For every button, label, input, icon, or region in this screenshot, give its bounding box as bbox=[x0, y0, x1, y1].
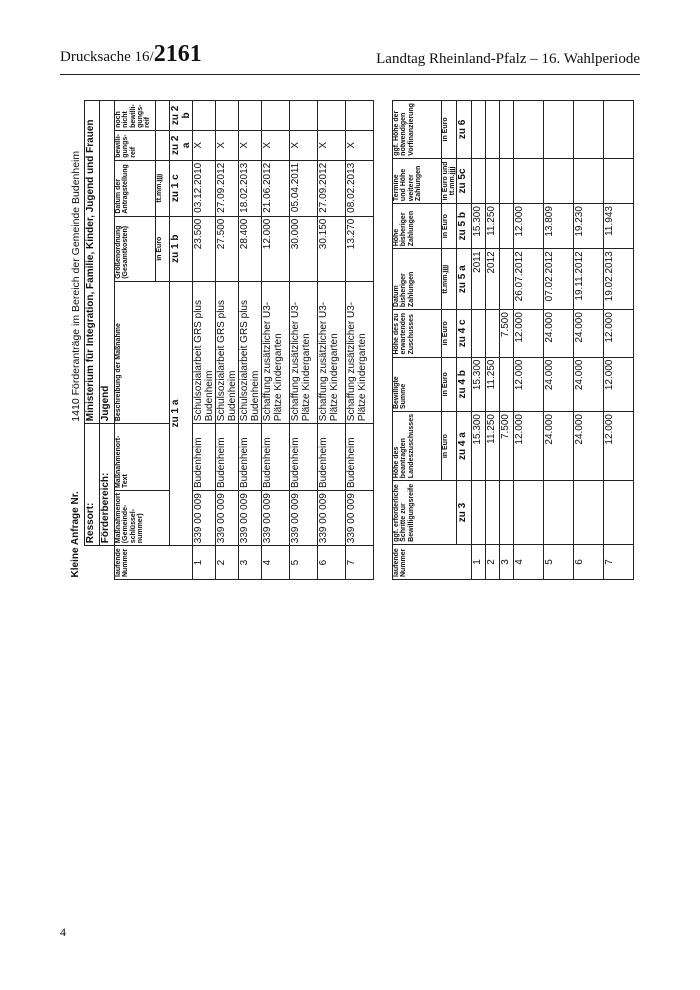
requested-amount: 12.000 bbox=[604, 412, 634, 481]
funding-requests-table bbox=[70, 100, 368, 580]
col-header: Beschreibung der Maßnahme bbox=[115, 281, 170, 423]
table-row bbox=[239, 101, 262, 580]
requested-amount: 15.300 bbox=[472, 412, 486, 481]
zu-label: zu 2 a bbox=[170, 130, 193, 160]
unit-label: in Euro bbox=[442, 310, 457, 357]
measure-description: Schulsozialarbeit GRS plus Budenheim bbox=[239, 281, 262, 423]
approvable-mark: X bbox=[290, 130, 318, 160]
row-number: 7 bbox=[346, 546, 374, 580]
col-header: Größenordnung (Gesamtkosten) bbox=[115, 216, 156, 281]
row-number: 2 bbox=[216, 546, 239, 580]
further-payments bbox=[544, 158, 574, 203]
inquiry-title: 1410 Förderanträge im Bereich der Gemeinde Budenheim bbox=[70, 150, 82, 422]
zu-label: zu 5 b bbox=[457, 204, 472, 249]
expected-amount: 24.000 bbox=[544, 310, 574, 357]
zu-label: zu 4 b bbox=[457, 357, 472, 411]
expected-amount bbox=[472, 310, 486, 357]
prefinancing bbox=[500, 101, 514, 159]
required-steps bbox=[544, 481, 574, 545]
payment-date: 2011 bbox=[472, 249, 486, 310]
location-text: Budenheim bbox=[262, 424, 290, 491]
required-steps bbox=[514, 481, 544, 545]
not-approvable-mark bbox=[262, 101, 290, 131]
further-payments bbox=[500, 158, 514, 203]
row-number: 2 bbox=[486, 544, 500, 579]
table-row bbox=[604, 101, 634, 580]
table-row bbox=[574, 101, 604, 580]
prefinancing bbox=[514, 101, 544, 159]
approved-amount: 24.000 bbox=[544, 357, 574, 411]
table-row bbox=[290, 101, 318, 580]
payment-date: 2012 bbox=[486, 249, 500, 310]
location-text: Budenheim bbox=[318, 424, 346, 491]
col-header: noch nicht bewilli-gungs-reif bbox=[115, 101, 156, 131]
col-header: Höhe des zu erwartenden Zuschusses bbox=[393, 310, 442, 357]
municipality-key: 339 00 009 bbox=[239, 491, 262, 546]
payment-date: 26.07.2012 bbox=[514, 249, 544, 310]
total-cost: 30.150 bbox=[318, 216, 346, 281]
expected-amount: 7.500 bbox=[500, 310, 514, 357]
approvable-mark: X bbox=[216, 130, 239, 160]
approvable-mark: X bbox=[262, 130, 290, 160]
col-header: Termine und Höhe weiterer Zahlungen bbox=[393, 158, 442, 203]
zu-label: zu 5 a bbox=[457, 249, 472, 310]
table-row bbox=[262, 101, 290, 580]
payment-date: 19.02.2013 bbox=[604, 249, 634, 310]
municipality-key: 339 00 009 bbox=[318, 491, 346, 546]
unit-label: tt.mm.jjjj bbox=[156, 160, 170, 216]
measure-description: Schaffung zusätzlicher U3-Plätze Kindergarten bbox=[290, 281, 318, 423]
row-number: 5 bbox=[544, 544, 574, 579]
application-date: 21.06.2012 bbox=[262, 160, 290, 216]
table-row bbox=[514, 101, 544, 580]
approved-amount: 24.000 bbox=[574, 357, 604, 411]
row-number: 4 bbox=[262, 546, 290, 580]
zu-label: zu 1 a bbox=[170, 281, 193, 545]
table-row bbox=[318, 101, 346, 580]
col-header: Datum bisheriger Zahlungen bbox=[393, 249, 442, 310]
col-header: bewilli-gungs-reif bbox=[115, 130, 156, 160]
prefinancing bbox=[486, 101, 500, 159]
row-number: 3 bbox=[239, 546, 262, 580]
parliament-title: Landtag Rheinland-Pfalz – 16. Wahlperiode bbox=[376, 51, 640, 67]
municipality-key: 339 00 009 bbox=[290, 491, 318, 546]
zu-label: zu 2 b bbox=[170, 101, 193, 131]
approvable-mark: X bbox=[318, 130, 346, 160]
location-text: Budenheim bbox=[346, 424, 374, 491]
expected-amount bbox=[486, 310, 500, 357]
payment-date bbox=[500, 249, 514, 310]
payment-amount: 12.000 bbox=[514, 204, 544, 249]
approved-amount: 12.000 bbox=[604, 357, 634, 411]
table1-header-row bbox=[115, 101, 156, 580]
requested-amount: 11.250 bbox=[486, 412, 500, 481]
total-cost: 27.500 bbox=[216, 216, 239, 281]
col-header: ggf. erforderliche Schritte zur Bewilligungsreife bbox=[393, 481, 457, 545]
bereich-value: Jugend bbox=[100, 101, 115, 424]
prefinancing bbox=[574, 101, 604, 159]
unit-label: in Euro bbox=[442, 357, 457, 411]
location-text: Budenheim bbox=[239, 424, 262, 491]
table-row bbox=[500, 101, 514, 580]
unit-label: in Euro bbox=[442, 204, 457, 249]
unit-label: in Euro bbox=[156, 216, 170, 281]
table-row bbox=[544, 101, 574, 580]
bereich-label: Förderbereich: bbox=[100, 424, 115, 546]
requested-amount: 12.000 bbox=[514, 412, 544, 481]
not-approvable-mark bbox=[346, 101, 374, 131]
measure-description: Schulsozialarbeit GRS plus Budenheim bbox=[216, 281, 239, 423]
application-date: 03.12.2010 bbox=[193, 160, 216, 216]
payment-amount: 11.943 bbox=[604, 204, 634, 249]
col-header: Datum der Antragstellung bbox=[115, 160, 156, 216]
row-number: 6 bbox=[574, 544, 604, 579]
further-payments bbox=[486, 158, 500, 203]
payment-date: 07.02.2012 bbox=[544, 249, 574, 310]
application-date: 08.02.2013 bbox=[346, 160, 374, 216]
municipality-key: 339 00 009 bbox=[216, 491, 239, 546]
not-approvable-mark bbox=[216, 101, 239, 131]
col-header: Maßnahmenort (Gemeinde-schlüssel-nummer) bbox=[115, 491, 170, 546]
total-cost: 30.000 bbox=[290, 216, 318, 281]
prefinancing bbox=[544, 101, 574, 159]
requested-amount: 24.000 bbox=[574, 412, 604, 481]
required-steps bbox=[472, 481, 486, 545]
required-steps bbox=[500, 481, 514, 545]
table-row bbox=[216, 101, 239, 580]
unit-label: in Euro bbox=[442, 412, 457, 481]
col-header: laufende Nummer bbox=[393, 544, 472, 579]
payment-amount: 15.300 bbox=[472, 204, 486, 249]
expected-amount: 12.000 bbox=[604, 310, 634, 357]
approved-amount bbox=[500, 357, 514, 411]
total-cost: 28.400 bbox=[239, 216, 262, 281]
approvable-mark: X bbox=[239, 130, 262, 160]
requested-amount: 7.500 bbox=[500, 412, 514, 481]
total-cost: 12.000 bbox=[262, 216, 290, 281]
measure-description: Schaffung zusätzlicher U3-Plätze Kindergarten bbox=[318, 281, 346, 423]
further-payments bbox=[574, 158, 604, 203]
not-approvable-mark bbox=[290, 101, 318, 131]
approved-amount: 15.300 bbox=[472, 357, 486, 411]
approvable-mark: X bbox=[346, 130, 374, 160]
inquiry-label: Kleine Anfrage Nr. bbox=[70, 491, 81, 578]
further-payments bbox=[514, 158, 544, 203]
payments-table bbox=[392, 100, 642, 580]
not-approvable-mark bbox=[193, 101, 216, 131]
expected-amount: 24.000 bbox=[574, 310, 604, 357]
required-steps bbox=[486, 481, 500, 545]
application-date: 27.09.2012 bbox=[216, 160, 239, 216]
municipality-key: 339 00 009 bbox=[346, 491, 374, 546]
unit-label: in Euro bbox=[442, 101, 457, 159]
location-text: Budenheim bbox=[216, 424, 239, 491]
not-approvable-mark bbox=[239, 101, 262, 131]
unit-label: tt.mm.jjjj bbox=[442, 249, 457, 310]
not-approvable-mark bbox=[318, 101, 346, 131]
table2-header-row bbox=[393, 101, 442, 580]
location-text: Budenheim bbox=[290, 424, 318, 491]
page-number: 4 bbox=[60, 925, 66, 939]
measure-description: Schaffung zusätzlicher U3-Plätze Kindergarten bbox=[346, 281, 374, 423]
table-row bbox=[193, 101, 216, 580]
row-number: 7 bbox=[604, 544, 634, 579]
table-row bbox=[486, 101, 500, 580]
municipality-key: 339 00 009 bbox=[262, 491, 290, 546]
page-header bbox=[60, 41, 640, 75]
col-header: Höhe bisheriger Zahlungen bbox=[393, 204, 442, 249]
row-number: 6 bbox=[318, 546, 346, 580]
col-header: Höhe des beantragten Landeszuschusses bbox=[393, 412, 442, 481]
approvable-mark: X bbox=[193, 130, 216, 160]
required-steps bbox=[604, 481, 634, 545]
zu-label: zu 1 b bbox=[170, 216, 193, 281]
requested-amount: 24.000 bbox=[544, 412, 574, 481]
payment-amount bbox=[500, 204, 514, 249]
measure-description: Schaffung zusätzlicher U3-Plätze Kindergarten bbox=[262, 281, 290, 423]
prefinancing bbox=[472, 101, 486, 159]
prefinancing bbox=[604, 101, 634, 159]
col-header: ggf. Höhe der notwendigen Vorfinanzierung bbox=[393, 101, 442, 159]
required-steps bbox=[574, 481, 604, 545]
zu-label: zu 3 bbox=[457, 481, 472, 545]
payment-date: 19.11.2012 bbox=[574, 249, 604, 310]
application-date: 05.04.2011 bbox=[290, 160, 318, 216]
application-date: 18.02.2013 bbox=[239, 160, 262, 216]
col-header: Bewilligte Summe bbox=[393, 357, 442, 411]
zu-label: zu 4 a bbox=[457, 412, 472, 481]
col-header: Maßnahmenort-Text bbox=[115, 424, 170, 491]
approved-amount: 11.250 bbox=[486, 357, 500, 411]
further-payments bbox=[472, 158, 486, 203]
zu-label: zu 6 bbox=[457, 101, 472, 159]
location-text: Budenheim bbox=[193, 424, 216, 491]
approved-amount: 12.000 bbox=[514, 357, 544, 411]
row-number: 5 bbox=[290, 546, 318, 580]
unit-label: in Euro und tt.mm.jjjj bbox=[442, 158, 457, 203]
table-row bbox=[472, 101, 486, 580]
measure-description: Schulsozialarbeit GRS plus Budenheim bbox=[193, 281, 216, 423]
row-number: 4 bbox=[514, 544, 544, 579]
row-number: 1 bbox=[472, 544, 486, 579]
document-number: Drucksache 16/2161 bbox=[60, 41, 202, 67]
payment-amount: 13.809 bbox=[544, 204, 574, 249]
col-header: laufende Nummer bbox=[115, 546, 193, 580]
total-cost: 23.500 bbox=[193, 216, 216, 281]
row-number: 1 bbox=[193, 546, 216, 580]
payment-amount: 11.250 bbox=[486, 204, 500, 249]
payment-amount: 19.230 bbox=[574, 204, 604, 249]
zu-label: zu 1 c bbox=[170, 160, 193, 216]
expected-amount: 12.000 bbox=[514, 310, 544, 357]
ressort-label: Ressort: bbox=[85, 424, 100, 546]
total-cost: 13.270 bbox=[346, 216, 374, 281]
ressort-value: Ministerium für Integration, Familie, Kinder, Jugend und Frauen bbox=[85, 101, 100, 424]
table-row bbox=[346, 101, 374, 580]
zu-label: zu 4 c bbox=[457, 310, 472, 357]
row-number: 3 bbox=[500, 544, 514, 579]
zu-label: zu 5c bbox=[457, 158, 472, 203]
further-payments bbox=[604, 158, 634, 203]
municipality-key: 339 00 009 bbox=[193, 491, 216, 546]
application-date: 27.09.2012 bbox=[318, 160, 346, 216]
